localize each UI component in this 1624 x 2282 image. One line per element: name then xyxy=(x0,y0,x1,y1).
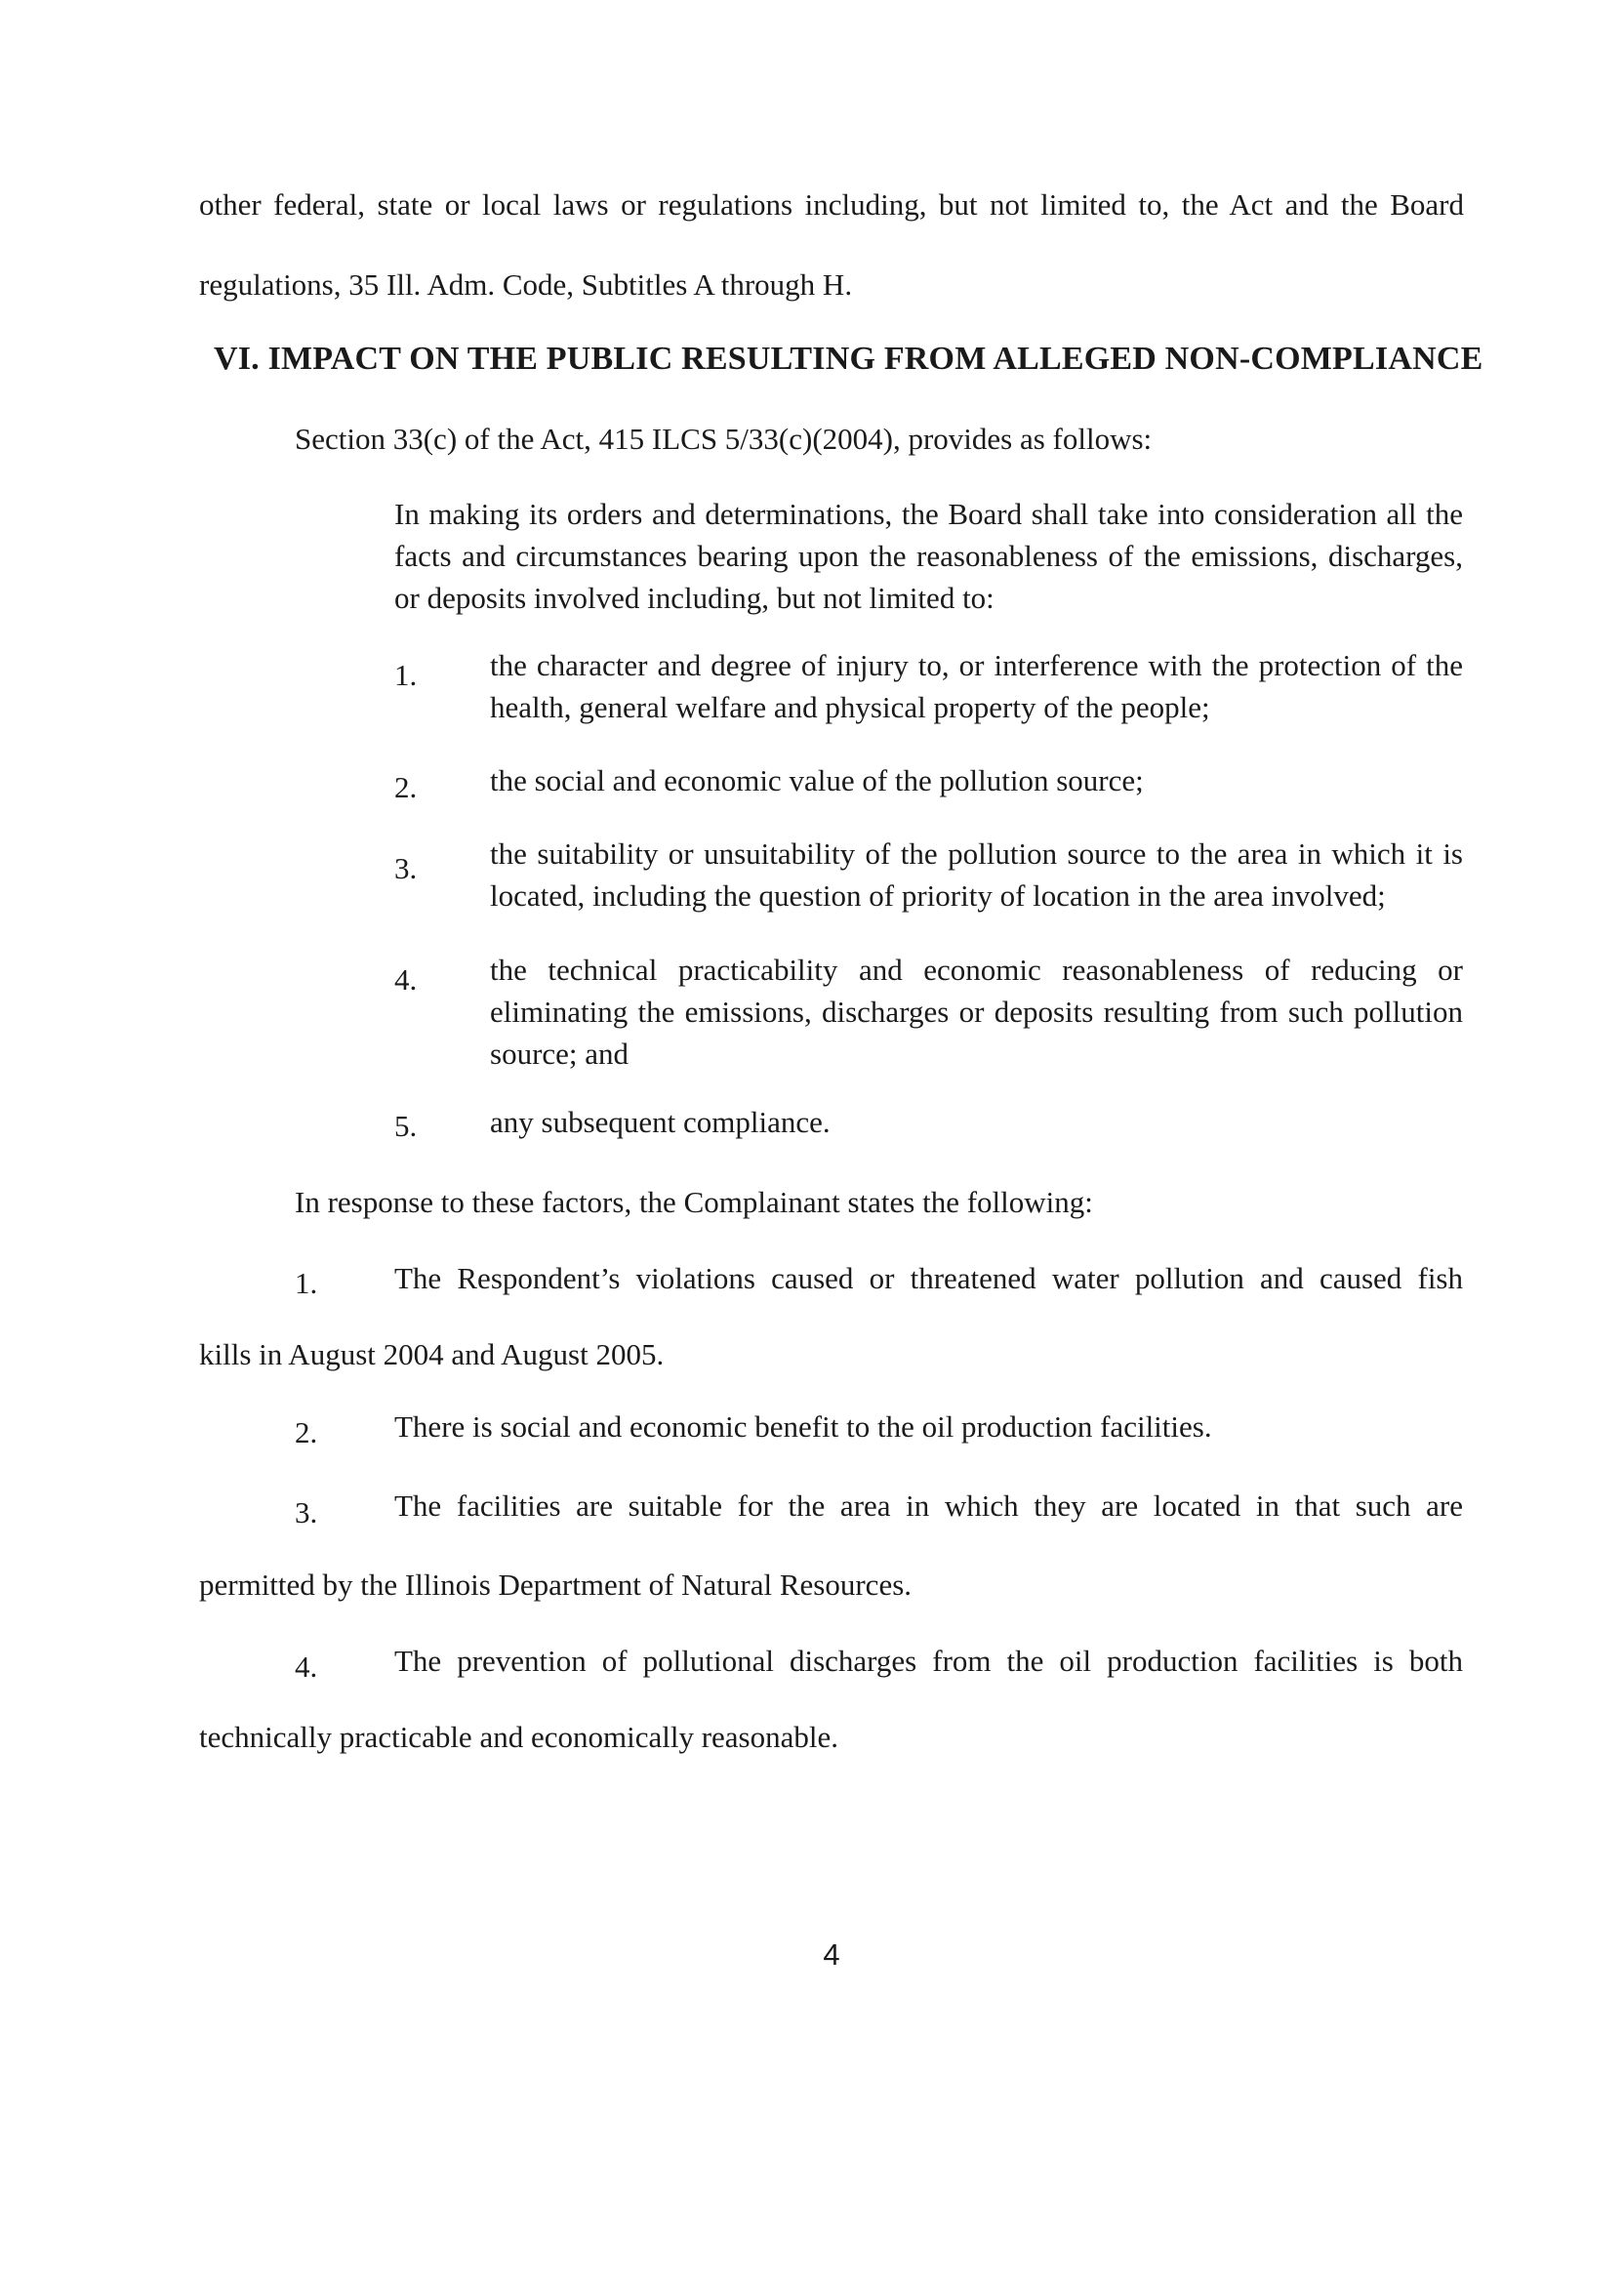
list-item-number: 4. xyxy=(295,1650,318,1684)
list-item-number: 1. xyxy=(394,658,418,692)
body-text-line: other federal, state or local laws or regulations including, but not limited to, the Act and the Board xyxy=(199,187,1464,222)
list-item-number: 3. xyxy=(295,1495,318,1529)
body-text-line: regulations, 35 Ill. Adm. Code, Subtitles A through H. xyxy=(199,267,853,302)
response-text-line: permitted by the Illinois Department of Natural Resources. xyxy=(199,1568,913,1602)
block-quote-intro: In making its orders and determinations, the Board shall take into consideration all the facts and circumstances bearing upon the reasonableness of the emissions, discharges, or deposits involved including, but not limited to: xyxy=(394,497,1463,615)
list-item-text: the technical practicability and economic reasonableness of reducing or eliminating the emissions, discharges or deposits resulting from such pollution source; and xyxy=(490,953,1463,1071)
response-text-line: technically practicable and economically reasonable. xyxy=(199,1720,838,1754)
response-text-line: The Respondent’s violations caused or threatened water pollution and caused fish xyxy=(394,1261,1463,1295)
page-number: 4 xyxy=(823,1937,840,1972)
list-item-number: 5. xyxy=(394,1109,418,1143)
list-item-number: 2. xyxy=(295,1415,318,1449)
response-intro-text: In response to these factors, the Complainant states the following: xyxy=(295,1185,1093,1219)
response-text-line: The prevention of pollutional discharges from the oil production facilities is both xyxy=(394,1644,1463,1678)
list-item-text: any subsequent compliance. xyxy=(490,1105,831,1139)
section-intro-text: Section 33(c) of the Act, 415 ILCS 5/33(c)(2004), provides as follows: xyxy=(295,422,1153,456)
list-item-text: the character and degree of injury to, or interference with the protection of the health, general welfare and physical property of the people; xyxy=(490,648,1463,724)
list-item-number: 2. xyxy=(394,770,418,804)
response-text-line: The facilities are suitable for the area in which they are located in that such are xyxy=(394,1488,1463,1523)
list-item-number: 1. xyxy=(295,1266,318,1300)
list-item-text: the suitability or unsuitability of the pollution source to the area in which it is located, including the question of priority of location in the area involved; xyxy=(490,836,1463,913)
response-text-line: There is social and economic benefit to the oil production facilities. xyxy=(394,1409,1212,1444)
section-heading: VI. IMPACT ON THE PUBLIC RESULTING FROM ALLEGED NON-COMPLIANCE xyxy=(214,341,1483,377)
list-item-text: the social and economic value of the pollution source; xyxy=(490,763,1144,797)
list-item-number: 3. xyxy=(394,851,418,885)
list-item-number: 4. xyxy=(394,962,418,997)
response-text-line: kills in August 2004 and August 2005. xyxy=(199,1337,665,1371)
